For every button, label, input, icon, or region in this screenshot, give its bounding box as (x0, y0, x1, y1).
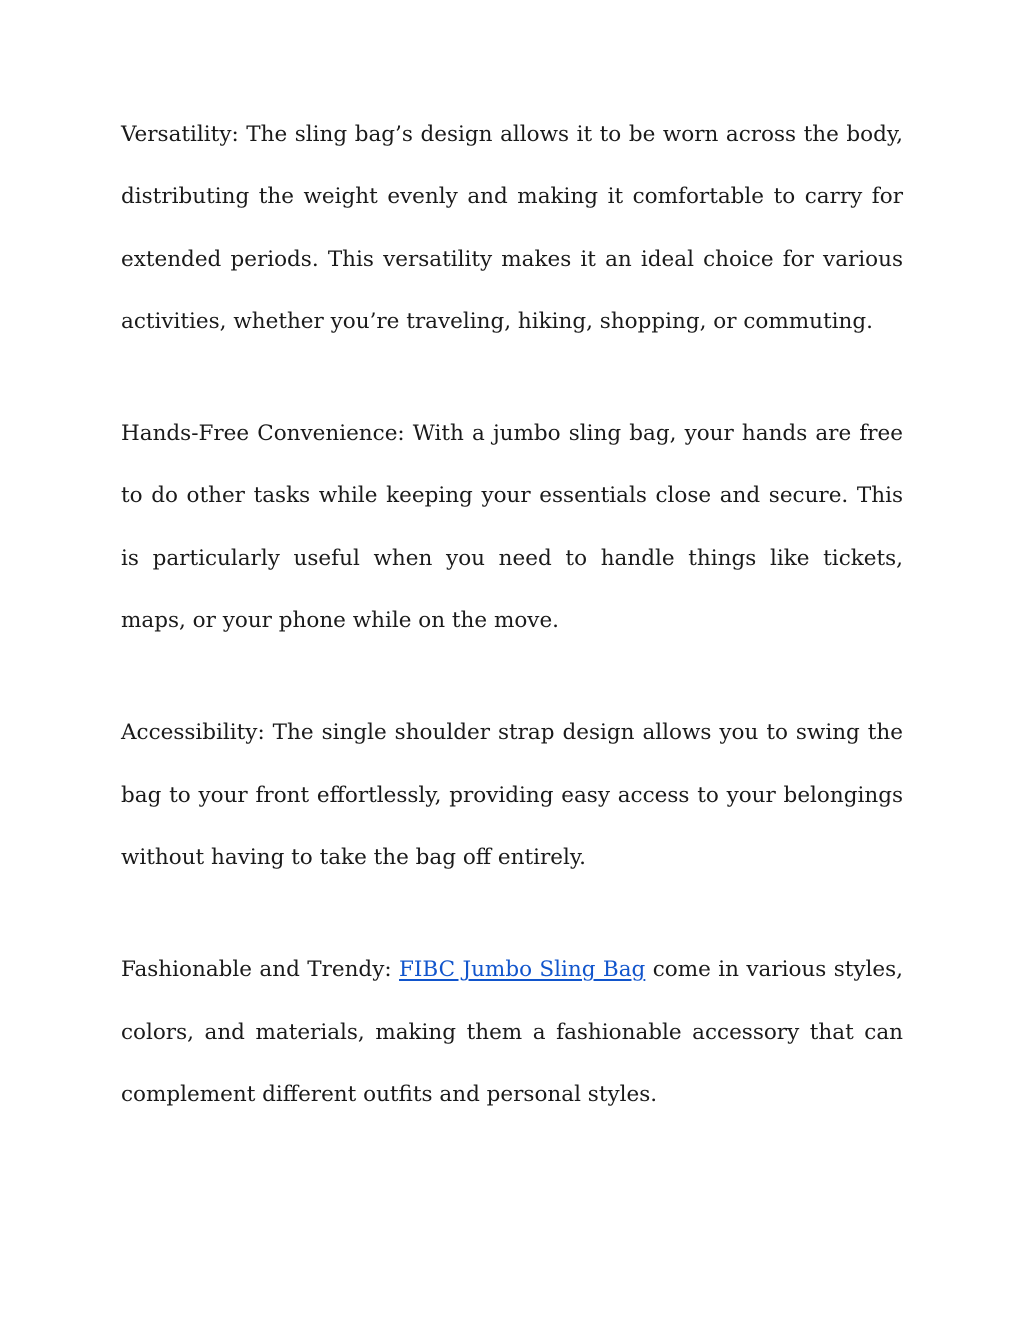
paragraph-versatility: Versatility: The sling bag’s design allows it to be worn across the body, distributing the weight evenly and making it comfortable to carry for extended periods. This versatility makes it an ideal choice for various activities, whether you’re traveling, hiking, shopping, or commuting. (121, 122, 903, 334)
paragraph-fashionable (121, 939, 903, 1126)
paragraph-hands-free: Hands-Free Convenience: With a jumbo sling bag, your hands are free to do other tasks while keeping your essentials close and secure. This is particularly useful when you need to handle things like tickets, maps, or your phone while on the move. (121, 421, 903, 634)
fibc-jumbo-sling-bag-link[interactable]: FIBC Jumbo Sling Bag (399, 957, 646, 983)
paragraph-accessibility: Accessibility: The single shoulder strap design allows you to swing the bag to your front effortlessly, providing easy access to your belongings without having to take the bag off entirely. (121, 720, 903, 870)
paragraph-text-after-link: come in various styles, colors, and materials, making them a fashionable accessory that can complement different outfits and personal styles. (121, 957, 903, 1107)
document-body (121, 104, 903, 1176)
paragraph-text-before-link: Fashionable and Trendy: (121, 957, 399, 983)
